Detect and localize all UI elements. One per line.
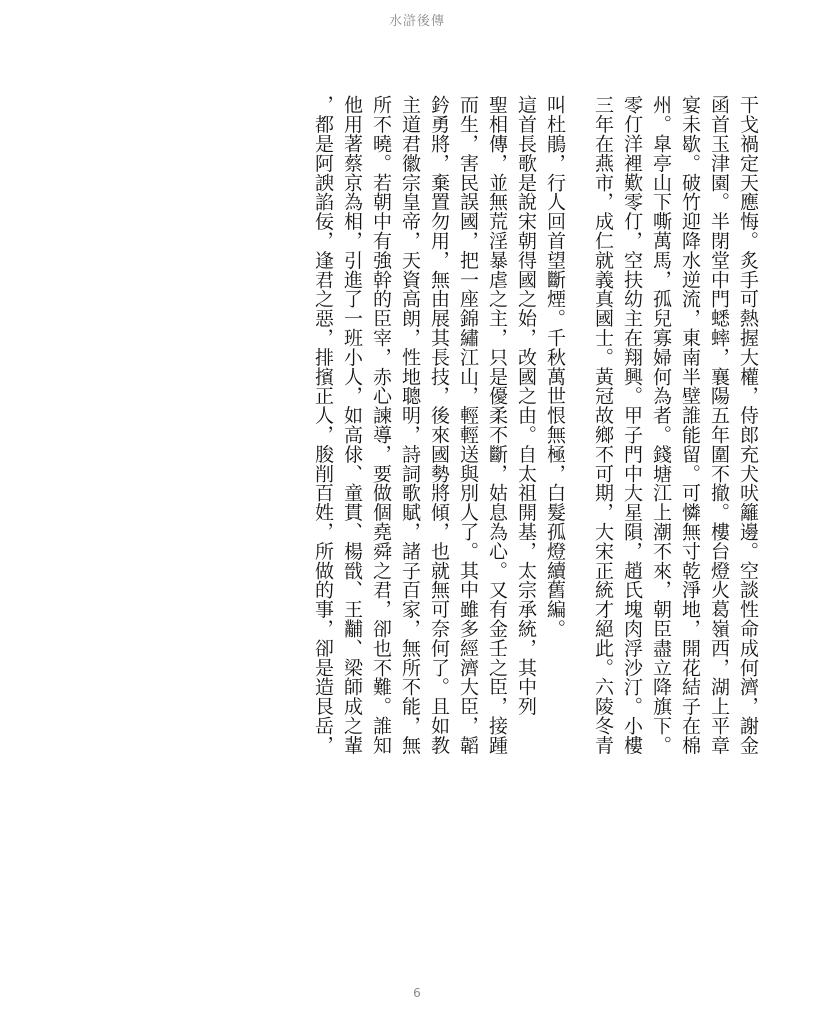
text-column-6: 三年在燕市，成仁就義真國士。黃冠故鄉不可期，大宋正統才絕此。六陵冬青	[592, 95, 614, 755]
text-column-10: 而生，害民誤國，把一座錦繡江山，輕輕送與別人了。其中雖多經濟大臣，韜	[457, 95, 479, 755]
text-column-15: ，都是阿諛諂佞，逢君之惡，排擯正人，朘削百姓，所做的事，卻是造艮岳，	[312, 95, 334, 755]
text-column-5: 零仃洋裡歎零仃，空扶幼主在翔興。甲子門中大星隕，趙氏塊肉浮沙汀。小樓	[621, 95, 643, 755]
page-number: 6	[413, 986, 421, 1000]
text-column-9: 聖相傳，並無荒淫暴虐之主，只是優柔不斷，姑息為心。又有金壬之臣，接踵	[486, 95, 508, 755]
text-column-2: 函首玉津園。半閉堂中門蟋蟀，襄陽五年圍不撤。樓台燈火葛嶺西，湖上平章	[708, 95, 730, 755]
text-column-12: 主道君徽宗皇帝，天資高朗，性地聰明，詩詞歌賦，諸子百家，無所不能，無	[399, 95, 421, 755]
text-column-4: 州。皐亭山下嘶萬馬，孤兒寡婦何為者。錢塘江上潮不來，朝臣盡立降旗下。	[650, 95, 672, 755]
text-column-13: 所不曉。若朝中有強幹的臣宰，赤心諫導，要做個堯舜之君，卻也不難。誰知	[370, 95, 392, 755]
text-column-1: 干戈禍定天應悔。炙手可熱握大權，侍郎充犬吠籬邊。空談性命成何濟，謝金	[737, 95, 759, 755]
vertical-text-body	[308, 95, 762, 755]
text-column-14: 他用著蔡京為相，引進了一班小人，如高俅、童貫、楊戩、王黼、梁師成之輩	[341, 95, 363, 755]
text-column-11: 鈐勇將，棄置勿用，無由展其長技，後來國勢將傾，也就無可奈何了。且如教	[428, 95, 450, 755]
page-header-title: 水滸後傳	[388, 14, 445, 29]
text-column-3: 宴未歇。破竹迎降水逆流，東南半壁誰能留。可憐無寸乾淨地，開花結子在棉	[679, 95, 701, 755]
text-column-7: 叫杜鵑，行人回首望斷煙。千秋萬世恨無極，白髮孤燈續舊編。	[544, 95, 566, 639]
text-column-8: 這首長歌是說宋朝得國之始，改國之由。自太祖開基，太宗承統，其中列	[515, 95, 537, 716]
